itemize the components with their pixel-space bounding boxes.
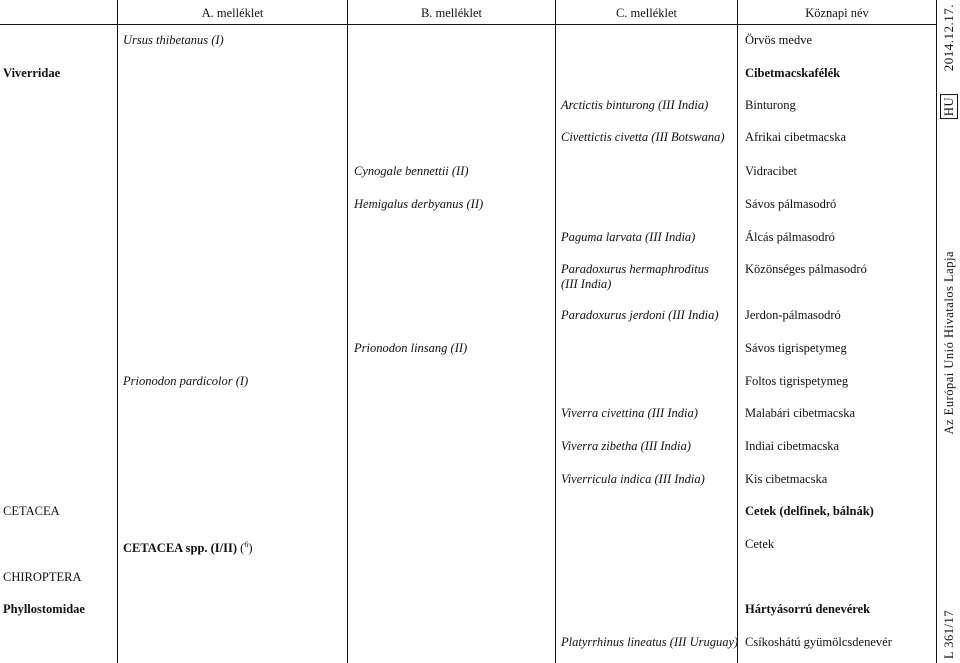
family-common-name: Hártyásorrú denevérek — [745, 602, 871, 616]
annex-c-entry: Viverra civettina (III India) — [561, 406, 698, 420]
annex-c-entry: Platyrrhinus lineatus (III Uruguay) — [561, 635, 739, 649]
common-name: Sávos tigrispetymeg — [745, 341, 847, 355]
column-divider — [555, 0, 556, 663]
annex-c-entry: Civettictis civetta (III Botswana) — [561, 130, 725, 144]
column-divider — [737, 0, 738, 663]
publication-date: 2014.12.17. — [941, 4, 956, 72]
family-common-name: Cibetmacskafélék — [745, 66, 841, 80]
common-name: Jerdon-pálmasodró — [745, 308, 841, 322]
annex-b-entry: Prionodon linsang (II) — [354, 341, 468, 355]
common-name: Indiai cibetmacska — [745, 439, 840, 453]
annex-c-entry: Paguma larvata (III India) — [561, 230, 696, 244]
common-name: Álcás pálmasodró — [745, 230, 835, 244]
order-common-name: Cetek (delfinek, bálnák) — [745, 504, 874, 518]
header-annex-a: A. melléklet — [201, 6, 264, 20]
common-name: Afrikai cibetmacska — [745, 130, 846, 144]
footnote-ref: 6 — [244, 540, 249, 549]
common-name: Örvös medve — [745, 33, 812, 47]
annex-b-entry: Hemigalus derbyanus (II) — [354, 197, 484, 211]
header-common-name: Köznapi név — [805, 6, 869, 20]
order-name: CHIROPTERA — [3, 570, 82, 584]
annex-c-entry: Paradoxurus jerdoni (III India) — [561, 308, 719, 322]
column-divider — [347, 0, 348, 663]
annex-a-entry: Prionodon pardicolor (I) — [123, 374, 249, 388]
common-name: Kis cibetmacska — [745, 472, 828, 486]
common-name: Binturong — [745, 98, 796, 112]
annex-a-entry-text: CETACEA spp. (I/II) — [123, 541, 238, 556]
annex-b-entry: Cynogale bennettii (II) — [354, 164, 469, 178]
column-divider — [117, 0, 118, 663]
annex-a-entry: CETACEA spp. (I/II) ($^6$) — [123, 540, 253, 556]
common-name: Sávos pálmasodró — [745, 197, 837, 211]
language-code — [942, 94, 957, 119]
header-annex-c: C. melléklet — [615, 6, 678, 20]
annex-c-entry: Paradoxurus hermaphroditus (III India) — [561, 262, 709, 291]
family-name: Viverridae — [3, 66, 61, 80]
order-name: CETACEA — [3, 504, 60, 518]
annex-c-entry: Viverra zibetha (III India) — [561, 439, 691, 453]
annex-c-entry: Viverricula indica (III India) — [561, 472, 705, 486]
annex-a-entry: Ursus thibetanus (I) — [123, 33, 224, 47]
header-annex-b: B. melléklet — [420, 6, 483, 20]
page-reference: L 361/17 — [942, 610, 956, 660]
common-name: Malabári cibetmacska — [745, 406, 856, 420]
journal-title: Az Európai Unió Hivatalos Lapja — [942, 251, 956, 435]
header-rule — [0, 24, 936, 25]
common-name: Foltos tigrispetymeg — [745, 374, 849, 388]
language-code-box: HU — [940, 94, 958, 119]
common-name: Vidracibet — [745, 164, 798, 178]
common-name: Cetek — [745, 537, 775, 551]
common-name: Közönséges pálmasodró — [745, 262, 867, 276]
annex-c-entry: Arctictis binturong (III India) — [561, 98, 709, 112]
family-name: Phyllostomidae — [3, 602, 85, 616]
column-divider — [936, 0, 937, 663]
common-name: Csíkoshátú gyümölcsdenevér — [745, 635, 892, 649]
